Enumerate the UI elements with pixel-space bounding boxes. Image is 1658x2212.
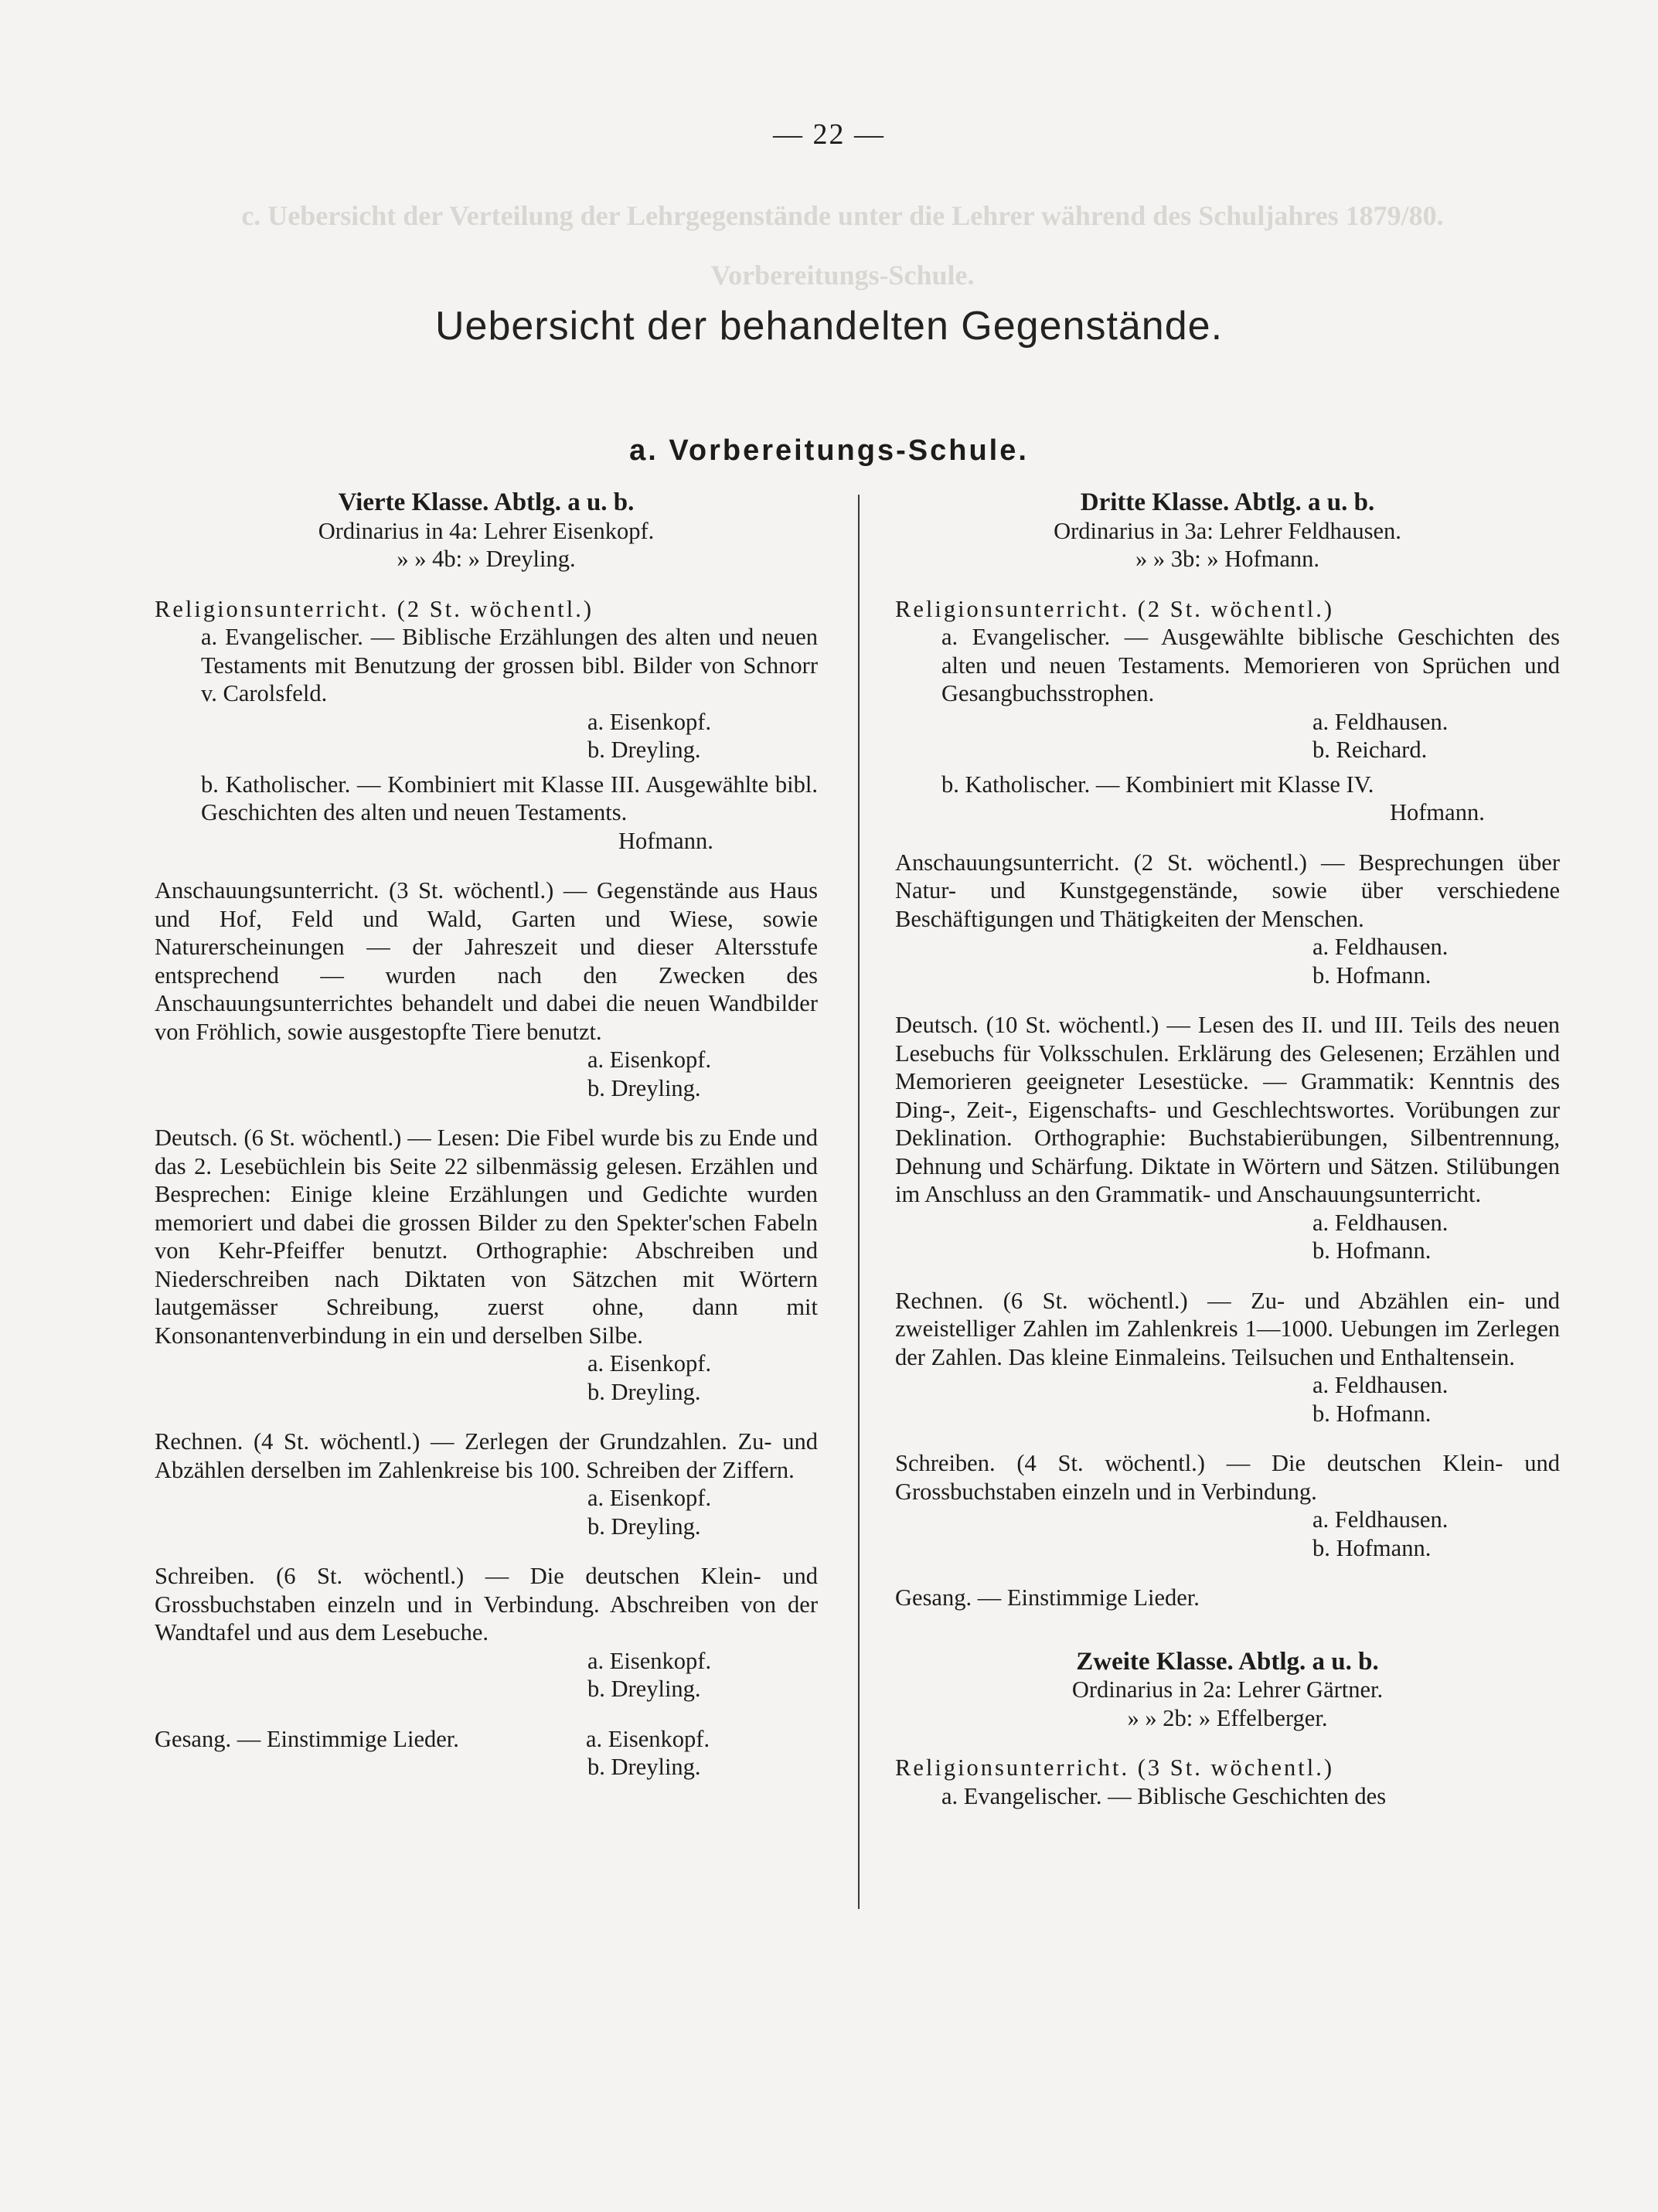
teacher-name: b. Dreyling.	[587, 1074, 701, 1101]
rechnen-section	[155, 1428, 818, 1540]
subject-text: Deutsch. (10 St. wöchentl.) — Lesen des II. und III. Teils des neuen Lesebuchs für Volksschulen. Erklärung des Gelesenen; Erzählen und Memorieren geeigneter Lesestücke. — Grammatik: Kenntnis des Ding-, Zeit-, Eigenschafts- und Geschlechtswortes. Vorübungen zur Deklination. Orthographie: Buchstabierübungen, Silbentrennung, Dehnung und Schärfung. Diktate in Wörtern und Sätzen. Stilübungen im Anschluss an den Grammatik- und Anschauungsunterricht.	[895, 1012, 1560, 1207]
teacher-name: a. Eisenkopf.	[587, 1350, 712, 1377]
class-heading: Dritte Klasse. Abtlg. a u. b.	[1080, 488, 1375, 516]
deutsch-section	[895, 1011, 1560, 1265]
teacher-name: a. Feldhausen.	[1312, 708, 1449, 735]
subject-heading: Religionsunterricht. (3 St. wöchentl.)	[895, 1754, 1335, 1781]
teacher-name: b. Dreyling.	[587, 1754, 701, 1780]
teacher-name: b. Hofmann.	[1312, 1400, 1432, 1427]
gesang-section	[155, 1725, 818, 1782]
subject-text: a. Evangelischer. — Biblische Geschichten des	[941, 1782, 1387, 1809]
subject-heading: Religionsunterricht. (2 St. wöchentl.)	[155, 595, 594, 622]
ordinarius-line: Ordinarius in 2a: Lehrer Gärtner.	[1071, 1676, 1384, 1703]
subject-text: Gesang. — Einstimmige Lieder.	[895, 1584, 1200, 1611]
teacher-name: a. Feldhausen.	[1312, 1506, 1449, 1533]
religion-section	[155, 595, 818, 856]
ordinarius-line: » » 2b: » Effelberger.	[1127, 1704, 1328, 1731]
anschauung-section	[895, 849, 1560, 990]
teacher-name: b. Hofmann.	[1312, 1237, 1432, 1264]
teacher-name: b. Hofmann.	[1312, 1534, 1432, 1561]
gesang-section	[895, 1584, 1560, 1612]
class-heading: Vierte Klasse. Abtlg. a u. b.	[338, 488, 635, 516]
subject-text: b. Katholischer. — Kombiniert mit Klasse III. Ausgewählte bibl. Geschichten des alten und neuen Testaments.	[201, 771, 818, 825]
ordinarius-line: » » 4b: » Dreyling.	[397, 546, 576, 572]
teacher-name: a. Eisenkopf.	[586, 1725, 710, 1752]
teacher-name: a. Eisenkopf.	[587, 708, 712, 735]
subject-text: Rechnen. (6 St. wöchentl.) — Zu- und Abzählen ein- und zweistelliger Zahlen im Zahlenkreis 1—1000. Uebungen im Zerlegen der Zahlen. Das kleine Einmaleins. Teilsuchen und Enthaltensein.	[895, 1287, 1560, 1370]
teacher-name: b. Dreyling.	[587, 1513, 701, 1540]
ordinarius-line: Ordinarius in 4a: Lehrer Eisenkopf.	[318, 517, 655, 544]
teacher-name: b. Dreyling.	[587, 737, 701, 763]
subject-text: b. Katholischer. — Kombiniert mit Klasse IV.	[941, 771, 1374, 798]
schreiben-section	[895, 1449, 1560, 1562]
deutsch-section	[155, 1124, 818, 1406]
page-title: Uebersicht der behandelten Gegenstände.	[434, 304, 1224, 349]
subject-text: Schreiben. (4 St. wöchentl.) — Die deutschen Klein- und Grossbuchstaben einzeln und in Verbindung.	[895, 1450, 1560, 1505]
class-heading: Zweite Klasse. Abtlg. a u. b.	[1076, 1647, 1379, 1676]
subject-text: Anschauungsunterricht. (2 St. wöchentl.) — Besprechungen über Natur- und Kunstgegenstände, sowie über verschiedene Beschäftigungen und Thätigkeiten der Menschen.	[895, 849, 1560, 932]
schreiben-section	[155, 1562, 818, 1703]
teacher-name: Hofmann.	[618, 827, 713, 854]
subject-text: Gesang. — Einstimmige Lieder.	[155, 1725, 459, 1752]
subject-heading: Religionsunterricht. (2 St. wöchentl.)	[895, 595, 1335, 622]
teacher-name: a. Feldhausen.	[1312, 1209, 1449, 1236]
rechnen-section	[895, 1287, 1560, 1428]
teacher-name: b. Hofmann.	[1312, 961, 1432, 989]
bleed-through-heading: Vorbereitungs-Schule.	[710, 260, 975, 291]
anschauung-section	[155, 876, 818, 1102]
teacher-name: a. Eisenkopf.	[587, 1647, 712, 1674]
subject-text: Rechnen. (4 St. wöchentl.) — Zerlegen der Grundzahlen. Zu- und Abzählen derselben im Zahlenkreise bis 100. Schreiben der Ziffern.	[155, 1428, 818, 1483]
page-number: — 22 —	[773, 118, 885, 151]
teacher-name: a. Feldhausen.	[1312, 934, 1449, 960]
teacher-name: a. Feldhausen.	[1312, 1372, 1449, 1398]
subject-text: Deutsch. (6 St. wöchentl.) — Lesen: Die Fibel wurde bis zu Ende und das 2. Lesebüchlein bis Seite 22 silbenmässig gelesen. Erzählen und Besprechen: Einige kleine Erzählungen und Gedichte wurden memoriert und dabei die grossen Bilder zu den Spekter'schen Fabeln von Kehr-Pfeiffer benutzt. Orthographie: Abschreiben und Niederschreiben nach Diktaten von Sätzchen mit Wörtern lautgemässer Schreibung, zuerst ohne, dann mit Konsonantenverbindung in ein und derselben Silbe.	[155, 1125, 818, 1349]
bleed-through-line: c. Uebersicht der Verteilung der Lehrgegenstände unter die Lehrer während des Schuljahres 1879/80.	[241, 200, 1444, 231]
teacher-name: Hofmann.	[1390, 799, 1485, 825]
teacher-name: a. Eisenkopf.	[587, 1485, 712, 1511]
second-class-section	[895, 1648, 1560, 1811]
ordinarius-line: Ordinarius in 3a: Lehrer Feldhausen.	[1054, 517, 1401, 544]
subject-text: Anschauungsunterricht. (3 St. wöchentl.) — Gegenstände aus Haus und Hof, Feld und Wald, Garten und Wiese, sowie Naturerscheinungen — der Jahreszeit und dieser Altersstufe entsprechend — wurden nach den Zwecken des Anschauungsunterrichtes behandelt und dabei die neuen Wandbilder von Fröhlich, sowie ausgestopfte Tiere benutzt.	[155, 877, 818, 1045]
section-title: a. Vorbereitungs-Schule.	[629, 434, 1029, 467]
subject-text: Schreiben. (6 St. wöchentl.) — Die deutschen Klein- und Grossbuchstaben einzeln und in Verbindung. Abschreiben von der Wandtafel und aus dem Lesebuche.	[155, 1563, 818, 1645]
teacher-name: b. Reichard.	[1312, 737, 1428, 763]
subject-text: a. Evangelischer. — Ausgewählte biblische Geschichten des alten und neuen Testaments. Memorieren von Sprüchen und Gesangbuchsstrophen.	[941, 624, 1560, 706]
religion-section	[895, 595, 1560, 827]
column-divider	[858, 495, 860, 1909]
right-column	[895, 488, 1560, 1810]
teacher-name: a. Eisenkopf.	[587, 1046, 712, 1073]
teacher-name: b. Dreyling.	[587, 1676, 701, 1702]
subject-text: a. Evangelischer. — Biblische Erzählungen des alten und neuen Testaments mit Benutzung der grossen bibl. Bilder von Schnorr v. Carolsfeld.	[201, 624, 818, 706]
ordinarius-line: » » 3b: » Hofmann.	[1135, 546, 1320, 572]
teacher-name: b. Dreyling.	[587, 1378, 701, 1405]
left-column	[155, 488, 818, 1782]
